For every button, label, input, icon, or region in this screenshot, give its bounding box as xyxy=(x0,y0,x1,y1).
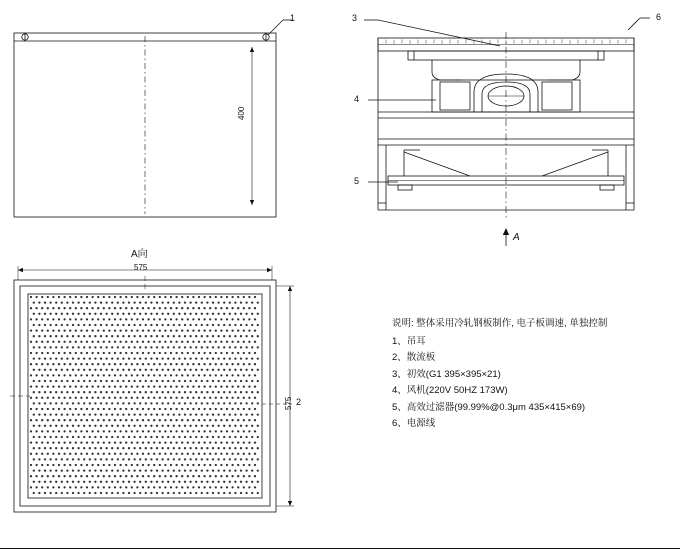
callout-4: 4 xyxy=(354,94,360,104)
notes-block xyxy=(392,316,662,433)
callout-6: 6 xyxy=(656,12,662,22)
section-arrow-label: A xyxy=(513,232,520,243)
note-item-1: 1、吊耳 xyxy=(392,335,426,347)
front-view-group xyxy=(14,20,292,217)
note-item-4: 4、风机(220V 50HZ 173W) xyxy=(392,385,508,396)
note-item-6: 6、电源线 xyxy=(392,418,436,429)
bottom-view-group xyxy=(10,266,294,512)
note-item-5: 5、高效过滤器(99.99%@0.3μm 435×415×69) xyxy=(392,401,586,413)
view-label-a: A向 xyxy=(131,249,148,260)
dimension-bottom-height: 575 xyxy=(284,396,293,410)
note-item-2: 2、散流板 xyxy=(392,352,436,363)
callout-2: 2 xyxy=(296,397,302,407)
callout-1: 1 xyxy=(290,13,296,23)
dimension-front-height: 400 xyxy=(237,106,246,120)
callout-5: 5 xyxy=(354,176,360,186)
section-view-group xyxy=(364,18,650,246)
notes-header: 说明: 整体采用冷轧钢板制作, 电子板调速, 单独控制 xyxy=(392,318,608,329)
dimension-bottom-width: 575 xyxy=(134,263,148,272)
callout-3: 3 xyxy=(352,13,358,23)
note-item-3: 3、初效(G1 395×395×21) xyxy=(392,368,501,380)
